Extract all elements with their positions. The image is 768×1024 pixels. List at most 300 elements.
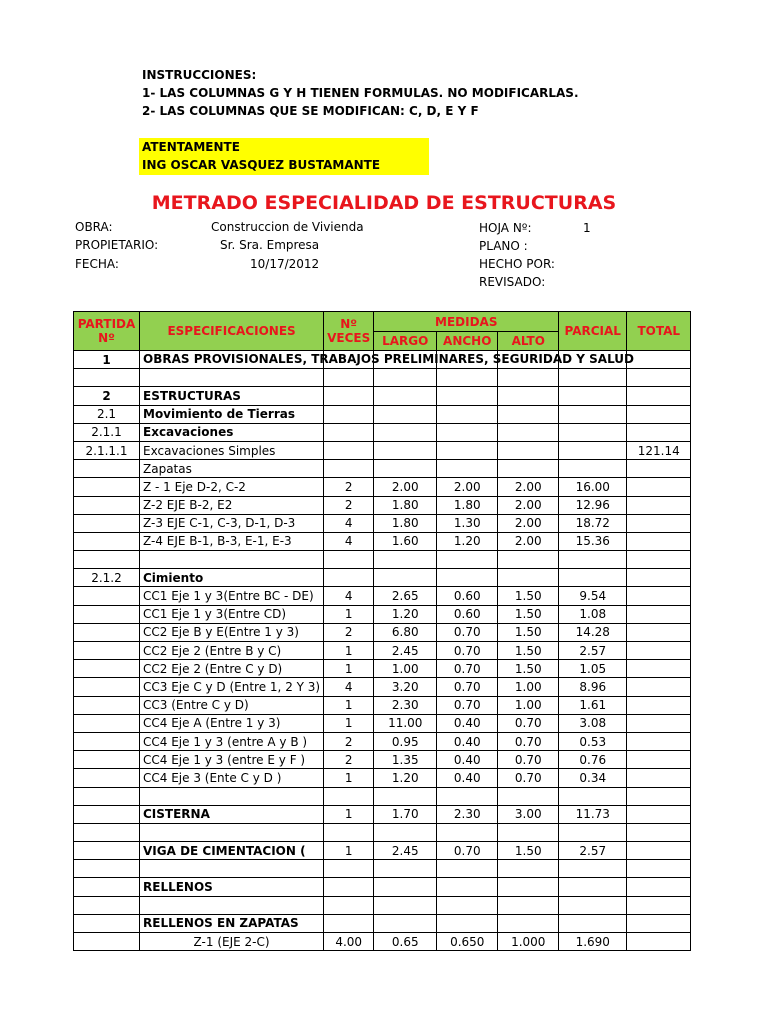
alto-cell[interactable] — [498, 369, 559, 387]
alto-cell[interactable]: 1.50 — [498, 623, 559, 641]
table-row — [74, 441, 691, 459]
ancho-cell[interactable]: 0.70 — [437, 660, 498, 678]
especificacion-cell[interactable] — [140, 896, 324, 914]
especificacion-cell[interactable]: CC3 Eje C y D (Entre 1, 2 Y 3) — [140, 678, 324, 696]
veces-cell[interactable] — [324, 387, 374, 405]
partida-cell[interactable] — [74, 551, 140, 569]
partida-cell[interactable] — [74, 842, 140, 860]
ancho-cell[interactable]: 2.30 — [437, 805, 498, 823]
parcial-cell[interactable]: 12.96 — [559, 496, 627, 514]
largo-cell[interactable]: 2.65 — [374, 587, 437, 605]
total-cell[interactable] — [627, 369, 691, 387]
header-largo: LARGO — [374, 332, 437, 351]
parcial-cell[interactable]: 0.76 — [559, 751, 627, 769]
ancho-cell[interactable] — [437, 423, 498, 441]
alto-cell[interactable] — [498, 423, 559, 441]
header-alto: ALTO — [498, 332, 559, 351]
total-cell[interactable] — [627, 623, 691, 641]
alto-cell[interactable]: 2.00 — [498, 514, 559, 532]
veces-cell[interactable]: 2 — [324, 751, 374, 769]
total-cell[interactable] — [627, 642, 691, 660]
header-medidas: MEDIDAS — [374, 312, 559, 332]
total-cell[interactable] — [627, 551, 691, 569]
parcial-cell[interactable] — [559, 823, 627, 841]
especificacion-cell[interactable]: Z-3 EJE C-1, C-3, D-1, D-3 — [140, 514, 324, 532]
alto-cell[interactable]: 1.50 — [498, 605, 559, 623]
largo-cell[interactable] — [374, 860, 437, 878]
especificacion-cell[interactable] — [140, 351, 634, 369]
parcial-cell[interactable]: 11.73 — [559, 805, 627, 823]
header-veces: Nº VECES — [324, 312, 374, 351]
document-title: METRADO ESPECIALIDAD DE ESTRUCTURAS — [151, 192, 617, 214]
veces-cell[interactable]: 1 — [324, 714, 374, 732]
alto-cell[interactable] — [498, 460, 559, 478]
ancho-cell[interactable]: 0.40 — [437, 732, 498, 750]
total-cell[interactable] — [627, 423, 691, 441]
largo-cell[interactable]: 0.65 — [374, 933, 437, 951]
especificacion-cell[interactable]: Movimiento de Tierras — [140, 405, 324, 423]
largo-cell[interactable] — [374, 551, 437, 569]
total-cell[interactable] — [627, 823, 691, 841]
ancho-cell[interactable]: 2.00 — [437, 478, 498, 496]
largo-cell[interactable] — [374, 460, 437, 478]
veces-cell[interactable]: 1 — [324, 805, 374, 823]
total-cell[interactable] — [627, 787, 691, 805]
parcial-cell[interactable]: 1.690 — [559, 933, 627, 951]
parcial-cell[interactable]: 14.28 — [559, 623, 627, 641]
veces-cell[interactable]: 4 — [324, 587, 374, 605]
veces-cell[interactable] — [324, 441, 374, 459]
parcial-cell[interactable] — [559, 460, 627, 478]
veces-cell[interactable]: 2 — [324, 623, 374, 641]
alto-cell[interactable]: 2.00 — [498, 532, 559, 550]
partida-cell[interactable] — [74, 623, 140, 641]
alto-cell[interactable] — [498, 551, 559, 569]
alto-cell[interactable]: 1.00 — [498, 696, 559, 714]
ancho-cell[interactable]: 0.70 — [437, 696, 498, 714]
partida-cell[interactable] — [74, 460, 140, 478]
header-ancho: ANCHO — [437, 332, 498, 351]
especificacion-cell[interactable]: ESTRUCTURAS — [140, 387, 324, 405]
veces-cell[interactable]: 4 — [324, 532, 374, 550]
total-cell[interactable] — [627, 678, 691, 696]
total-cell[interactable] — [627, 714, 691, 732]
especificacion-cell[interactable]: RELLENOS — [140, 878, 324, 896]
instructions-line-2: 2- LAS COLUMNAS QUE SE MODIFICAN: C, D, E Y F — [142, 104, 479, 118]
table-row — [74, 496, 691, 514]
veces-cell[interactable] — [324, 914, 374, 932]
table-row — [74, 805, 691, 823]
veces-cell[interactable] — [324, 896, 374, 914]
largo-cell[interactable] — [374, 441, 437, 459]
parcial-cell[interactable] — [559, 387, 627, 405]
veces-cell[interactable]: 1 — [324, 605, 374, 623]
veces-cell[interactable] — [324, 405, 374, 423]
ancho-cell[interactable] — [437, 896, 498, 914]
especificacion-cell[interactable]: CC4 Eje 3 (Ente C y D ) — [140, 769, 324, 787]
total-cell[interactable] — [627, 842, 691, 860]
veces-cell[interactable]: 2 — [324, 732, 374, 750]
largo-cell[interactable] — [374, 896, 437, 914]
especificacion-cell[interactable]: VIGA DE CIMENTACION ( — [140, 842, 324, 860]
alto-cell[interactable] — [498, 441, 559, 459]
alto-cell[interactable] — [498, 387, 559, 405]
ancho-cell[interactable] — [437, 551, 498, 569]
table-row — [74, 933, 691, 951]
partida-cell[interactable] — [74, 732, 140, 750]
table-row — [74, 696, 691, 714]
parcial-cell[interactable]: 3.08 — [559, 714, 627, 732]
ancho-cell[interactable] — [437, 787, 498, 805]
total-cell[interactable] — [627, 351, 691, 369]
table-row — [74, 878, 691, 896]
largo-cell[interactable]: 2.45 — [374, 642, 437, 660]
largo-cell[interactable]: 0.95 — [374, 732, 437, 750]
largo-cell[interactable]: 1.60 — [374, 532, 437, 550]
largo-cell[interactable]: 1.80 — [374, 514, 437, 532]
alto-cell[interactable]: 1.00 — [498, 678, 559, 696]
partida-cell[interactable]: 2.1 — [74, 405, 140, 423]
especificacion-cell[interactable]: CC3 (Entre C y D) — [140, 696, 324, 714]
ancho-cell[interactable] — [437, 441, 498, 459]
ancho-cell[interactable]: 0.40 — [437, 751, 498, 769]
table-row — [74, 860, 691, 878]
total-cell[interactable] — [627, 860, 691, 878]
ancho-cell[interactable] — [437, 405, 498, 423]
veces-cell[interactable]: 1 — [324, 642, 374, 660]
parcial-cell[interactable]: 0.34 — [559, 769, 627, 787]
alto-cell[interactable] — [498, 878, 559, 896]
metrado-table — [73, 311, 691, 951]
veces-cell[interactable]: 4.00 — [324, 933, 374, 951]
parcial-cell[interactable]: 2.57 — [559, 842, 627, 860]
veces-cell[interactable]: 1 — [324, 660, 374, 678]
table-row — [74, 460, 691, 478]
total-cell[interactable] — [627, 805, 691, 823]
ancho-cell[interactable] — [437, 860, 498, 878]
total-cell[interactable] — [627, 460, 691, 478]
veces-cell[interactable] — [324, 569, 374, 587]
ancho-cell[interactable]: 1.20 — [437, 532, 498, 550]
parcial-cell[interactable] — [559, 878, 627, 896]
alto-cell[interactable]: 0.70 — [498, 769, 559, 787]
largo-cell[interactable] — [374, 369, 437, 387]
largo-cell[interactable] — [374, 387, 437, 405]
ancho-cell[interactable]: 0.60 — [437, 605, 498, 623]
largo-cell[interactable]: 6.80 — [374, 623, 437, 641]
obra-value: Construccion de Vivienda — [211, 220, 364, 234]
hecho-por-label: HECHO POR: — [479, 257, 555, 271]
table-row — [74, 751, 691, 769]
largo-cell[interactable]: 11.00 — [374, 714, 437, 732]
largo-cell[interactable]: 1.35 — [374, 751, 437, 769]
especificacion-cell[interactable] — [140, 860, 324, 878]
especificacion-cell[interactable]: Cimiento — [140, 569, 324, 587]
parcial-cell[interactable] — [559, 914, 627, 932]
veces-cell[interactable]: 4 — [324, 678, 374, 696]
largo-cell[interactable]: 3.20 — [374, 678, 437, 696]
especificacion-cell[interactable]: CC4 Eje 1 y 3 (entre E y F ) — [140, 751, 324, 769]
table-row — [74, 532, 691, 550]
parcial-cell[interactable]: 16.00 — [559, 478, 627, 496]
total-cell[interactable] — [627, 933, 691, 951]
largo-cell[interactable]: 2.45 — [374, 842, 437, 860]
alto-cell[interactable]: 1.50 — [498, 660, 559, 678]
ancho-cell[interactable] — [437, 878, 498, 896]
alto-cell[interactable] — [498, 787, 559, 805]
parcial-cell[interactable]: 1.08 — [559, 605, 627, 623]
largo-cell[interactable]: 1.80 — [374, 496, 437, 514]
veces-cell[interactable] — [324, 460, 374, 478]
alto-cell[interactable] — [498, 896, 559, 914]
alto-cell[interactable]: 1.50 — [498, 642, 559, 660]
ancho-cell[interactable]: 0.650 — [437, 933, 498, 951]
largo-cell[interactable]: 2.30 — [374, 696, 437, 714]
especificacion-cell[interactable]: Zapatas — [140, 460, 324, 478]
alto-cell[interactable] — [498, 569, 559, 587]
largo-cell[interactable]: 1.20 — [374, 769, 437, 787]
parcial-cell[interactable]: 1.61 — [559, 696, 627, 714]
especificacion-cell[interactable] — [140, 787, 324, 805]
alto-cell[interactable] — [498, 405, 559, 423]
especificacion-cell[interactable]: CISTERNA — [140, 805, 324, 823]
partida-cell[interactable] — [74, 660, 140, 678]
veces-cell[interactable]: 1 — [324, 842, 374, 860]
total-cell[interactable] — [627, 387, 691, 405]
ancho-cell[interactable]: 0.60 — [437, 587, 498, 605]
veces-cell[interactable]: 2 — [324, 496, 374, 514]
veces-cell[interactable] — [324, 860, 374, 878]
partida-cell[interactable] — [74, 914, 140, 932]
especificacion-cell[interactable]: CC1 Eje 1 y 3(Entre BC - DE) — [140, 587, 324, 605]
parcial-cell[interactable]: 15.36 — [559, 532, 627, 550]
especificacion-cell[interactable]: Z-4 EJE B-1, B-3, E-1, E-3 — [140, 532, 324, 550]
veces-cell[interactable] — [324, 878, 374, 896]
partida-cell[interactable] — [74, 805, 140, 823]
ancho-cell[interactable]: 1.80 — [437, 496, 498, 514]
alto-cell[interactable]: 3.00 — [498, 805, 559, 823]
largo-cell[interactable]: 1.20 — [374, 605, 437, 623]
partida-cell[interactable] — [74, 769, 140, 787]
partida-cell[interactable]: 2.1.1.1 — [74, 441, 140, 459]
partida-cell[interactable] — [74, 933, 140, 951]
total-cell[interactable] — [627, 569, 691, 587]
total-cell[interactable] — [627, 478, 691, 496]
total-cell[interactable] — [627, 660, 691, 678]
table-row — [74, 769, 691, 787]
alto-cell[interactable]: 2.00 — [498, 496, 559, 514]
ancho-cell[interactable] — [437, 460, 498, 478]
parcial-cell[interactable]: 1.05 — [559, 660, 627, 678]
partida-cell[interactable] — [74, 369, 140, 387]
partida-cell[interactable] — [74, 696, 140, 714]
veces-cell[interactable] — [324, 823, 374, 841]
table-row — [74, 678, 691, 696]
total-cell[interactable] — [627, 878, 691, 896]
header-partida: PARTIDA Nº — [74, 312, 140, 351]
veces-cell[interactable] — [324, 369, 374, 387]
alto-cell[interactable]: 0.70 — [498, 732, 559, 750]
instructions-line-1: 1- LAS COLUMNAS G Y H TIENEN FORMULAS. NO MODIFICARLAS. — [142, 86, 579, 100]
especificacion-cell[interactable]: RELLENOS EN ZAPATAS — [140, 914, 324, 932]
especificacion-cell[interactable]: CC2 Eje 2 (Entre C y D) — [140, 660, 324, 678]
plano-label: PLANO : — [479, 239, 528, 253]
alto-cell[interactable]: 1.50 — [498, 842, 559, 860]
table-row — [74, 478, 691, 496]
partida-cell[interactable] — [74, 878, 140, 896]
alto-cell[interactable]: 1.50 — [498, 587, 559, 605]
parcial-cell[interactable] — [559, 787, 627, 805]
instructions-title: INSTRUCCIONES: — [142, 68, 257, 82]
parcial-cell[interactable] — [559, 423, 627, 441]
largo-cell[interactable] — [374, 423, 437, 441]
ancho-cell[interactable]: 0.70 — [437, 642, 498, 660]
partida-cell[interactable] — [74, 587, 140, 605]
hoja-label: HOJA Nº: — [479, 221, 532, 235]
table-row — [74, 714, 691, 732]
parcial-cell[interactable] — [559, 896, 627, 914]
parcial-cell[interactable]: 2.57 — [559, 642, 627, 660]
largo-cell[interactable] — [374, 405, 437, 423]
fecha-label: FECHA: — [75, 257, 119, 271]
partida-cell[interactable] — [74, 896, 140, 914]
especificacion-cell[interactable]: Z-1 (EJE 2-C) — [140, 933, 324, 951]
veces-cell[interactable] — [324, 787, 374, 805]
total-cell[interactable] — [627, 896, 691, 914]
parcial-cell[interactable]: 9.54 — [559, 587, 627, 605]
parcial-cell[interactable] — [559, 405, 627, 423]
table-row — [74, 551, 691, 569]
largo-cell[interactable]: 1.70 — [374, 805, 437, 823]
especificacion-cell[interactable]: CC1 Eje 1 y 3(Entre CD) — [140, 605, 324, 623]
partida-cell[interactable] — [74, 678, 140, 696]
partida-cell[interactable] — [74, 751, 140, 769]
ancho-cell[interactable]: 0.40 — [437, 714, 498, 732]
ancho-cell[interactable]: 0.40 — [437, 769, 498, 787]
partida-cell[interactable]: 2 — [74, 387, 140, 405]
table-row — [74, 369, 691, 387]
total-cell[interactable] — [627, 496, 691, 514]
largo-cell[interactable]: 2.00 — [374, 478, 437, 496]
partida-cell[interactable] — [74, 787, 140, 805]
veces-cell[interactable]: 4 — [324, 514, 374, 532]
partida-cell[interactable] — [74, 823, 140, 841]
alto-cell[interactable]: 0.70 — [498, 714, 559, 732]
alto-cell[interactable] — [498, 823, 559, 841]
partida-cell[interactable] — [74, 532, 140, 550]
parcial-cell[interactable]: 8.96 — [559, 678, 627, 696]
ancho-cell[interactable] — [437, 823, 498, 841]
signature-line-1: ATENTAMENTE — [142, 140, 240, 154]
ancho-cell[interactable]: 0.70 — [437, 678, 498, 696]
total-cell[interactable] — [627, 769, 691, 787]
header-especificaciones: ESPECIFICACIONES — [140, 312, 324, 351]
alto-cell[interactable]: 1.000 — [498, 933, 559, 951]
alto-cell[interactable]: 0.70 — [498, 751, 559, 769]
partida-cell[interactable] — [74, 642, 140, 660]
largo-cell[interactable] — [374, 787, 437, 805]
total-cell[interactable] — [627, 514, 691, 532]
ancho-cell[interactable]: 1.30 — [437, 514, 498, 532]
partida-cell[interactable] — [74, 605, 140, 623]
especificacion-cell[interactable] — [140, 369, 324, 387]
parcial-cell[interactable]: 0.53 — [559, 732, 627, 750]
especificacion-cell[interactable]: CC2 Eje 2 (Entre B y C) — [140, 642, 324, 660]
ancho-cell[interactable] — [437, 914, 498, 932]
ancho-cell[interactable]: 0.70 — [437, 842, 498, 860]
especificacion-cell[interactable]: Excavaciones — [140, 423, 324, 441]
veces-cell[interactable] — [324, 551, 374, 569]
partida-cell[interactable]: 2.1.2 — [74, 569, 140, 587]
partida-cell[interactable] — [74, 714, 140, 732]
veces-cell[interactable]: 2 — [324, 478, 374, 496]
veces-cell[interactable] — [324, 423, 374, 441]
table-row — [74, 914, 691, 932]
parcial-cell[interactable] — [559, 369, 627, 387]
table-row — [74, 660, 691, 678]
partida-cell[interactable]: 1 — [74, 351, 140, 369]
total-cell[interactable]: 121.14 — [627, 441, 691, 459]
total-cell[interactable] — [627, 587, 691, 605]
largo-cell[interactable] — [374, 914, 437, 932]
especificacion-cell[interactable]: Z - 1 Eje D-2, C-2 — [140, 478, 324, 496]
total-cell[interactable] — [627, 405, 691, 423]
especificacion-cell[interactable]: Excavaciones Simples — [140, 441, 324, 459]
table-row — [74, 405, 691, 423]
partida-cell[interactable] — [74, 860, 140, 878]
alto-cell[interactable] — [498, 914, 559, 932]
total-cell[interactable] — [627, 532, 691, 550]
largo-cell[interactable]: 1.00 — [374, 660, 437, 678]
parcial-cell[interactable]: 18.72 — [559, 514, 627, 532]
table-row — [74, 605, 691, 623]
partida-cell[interactable]: 2.1.1 — [74, 423, 140, 441]
ancho-cell[interactable] — [437, 569, 498, 587]
ancho-cell[interactable]: 0.70 — [437, 623, 498, 641]
largo-cell[interactable] — [374, 569, 437, 587]
partida-cell[interactable] — [74, 496, 140, 514]
especificacion-cell[interactable] — [140, 551, 324, 569]
parcial-cell[interactable] — [559, 860, 627, 878]
largo-cell[interactable] — [374, 878, 437, 896]
fecha-value: 10/17/2012 — [250, 257, 320, 271]
total-cell[interactable] — [627, 914, 691, 932]
partida-cell[interactable] — [74, 514, 140, 532]
especificacion-cell[interactable] — [140, 823, 324, 841]
alto-cell[interactable] — [498, 860, 559, 878]
total-cell[interactable] — [627, 751, 691, 769]
parcial-cell[interactable] — [559, 441, 627, 459]
veces-cell[interactable]: 1 — [324, 769, 374, 787]
total-cell[interactable] — [627, 732, 691, 750]
parcial-cell[interactable] — [559, 551, 627, 569]
largo-cell[interactable] — [374, 823, 437, 841]
total-cell[interactable] — [627, 605, 691, 623]
total-cell[interactable] — [627, 696, 691, 714]
especificacion-cell[interactable]: CC4 Eje 1 y 3 (entre A y B ) — [140, 732, 324, 750]
especificacion-cell[interactable]: CC2 Eje B y E(Entre 1 y 3) — [140, 623, 324, 641]
especificacion-cell[interactable]: Z-2 EJE B-2, E2 — [140, 496, 324, 514]
table-row — [74, 569, 691, 587]
partida-cell[interactable] — [74, 478, 140, 496]
alto-cell[interactable]: 2.00 — [498, 478, 559, 496]
veces-cell[interactable]: 1 — [324, 696, 374, 714]
especificacion-cell[interactable]: CC4 Eje A (Entre 1 y 3) — [140, 714, 324, 732]
ancho-cell[interactable] — [437, 369, 498, 387]
parcial-cell[interactable] — [559, 569, 627, 587]
ancho-cell[interactable] — [437, 387, 498, 405]
table-row — [74, 732, 691, 750]
